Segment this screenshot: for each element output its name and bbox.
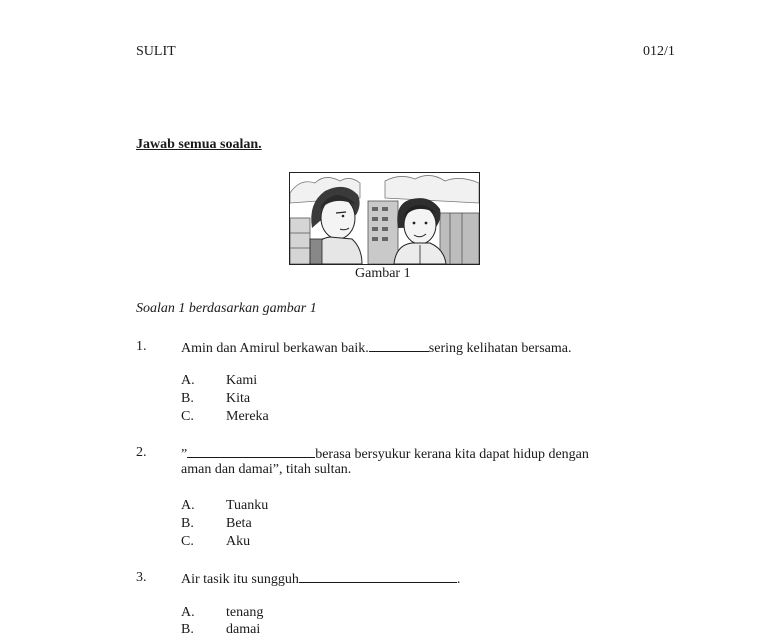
option-letter: B. xyxy=(181,391,194,406)
section-title: Soalan 1 berdasarkan gambar 1 xyxy=(136,301,317,316)
header-confidential-label: SULIT xyxy=(136,44,176,59)
answer-blank xyxy=(187,445,315,458)
option-text: Tuanku xyxy=(226,498,269,513)
option-letter: C. xyxy=(181,534,194,549)
answer-blank xyxy=(369,339,429,352)
question-text-line2: aman dan damai”, titah sultan. xyxy=(181,462,352,477)
two-boys-illustration xyxy=(290,173,479,264)
answer-blank xyxy=(299,570,457,583)
option-letter: C. xyxy=(181,409,194,424)
option-text: tenang xyxy=(226,605,264,620)
question-text-before: ” xyxy=(181,447,188,462)
question-text-after: . xyxy=(456,572,461,587)
illustration-two-boys xyxy=(289,172,480,265)
header-paper-code: 012/1 xyxy=(643,44,675,59)
option-letter: A. xyxy=(181,498,195,513)
option-text: Kami xyxy=(226,373,258,388)
option-text: Beta xyxy=(226,516,252,531)
question-text xyxy=(181,445,589,463)
option-letter: A. xyxy=(181,605,195,620)
option-letter: B. xyxy=(181,622,194,637)
question-text-before: Amin dan Amirul berkawan baik. xyxy=(181,341,369,356)
question-number: 1. xyxy=(136,339,147,354)
question-text-after: sering kelihatan bersama. xyxy=(428,341,572,356)
option-text: damai xyxy=(226,622,261,637)
instruction-heading: Jawab semua soalan. xyxy=(136,137,262,152)
question-number: 2. xyxy=(136,445,147,460)
question-text-before: Air tasik itu sungguh xyxy=(181,572,299,587)
figure-caption: Gambar 1 xyxy=(355,266,411,281)
option-text: Mereka xyxy=(226,409,269,424)
option-letter: A. xyxy=(181,373,195,388)
question-text-after: berasa bersyukur kerana kita dapat hidup dengan xyxy=(315,447,589,462)
option-letter: B. xyxy=(181,516,194,531)
option-text: Kita xyxy=(226,391,251,406)
option-text: Aku xyxy=(226,534,251,549)
question-number: 3. xyxy=(136,570,147,585)
question-text xyxy=(181,339,571,357)
question-text xyxy=(181,570,460,588)
